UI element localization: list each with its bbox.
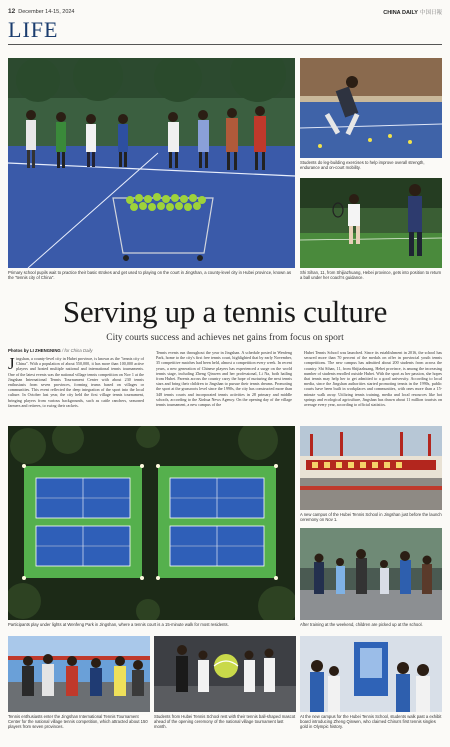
article-col-2: Tennis events run throughout the year in Jingshan. A schedule posted in Wenfeng Park, home to the city's first free tennis court, highlighted that by early November, 35 competitive matches had been held, almost a competition every week. In recent years, a new generation of Chinese players has experienced a surge on the world tennis stage, including Zheng Qinwen and her professional, Li Na, both hailing from Hubei. Parents across the country carry the hope of nurturing the next tennis stars and bring their children to Jingshan to pursue their tennis dreams. Promoting the sport at the grassroots level since the 1990s, the city has constructed more than 348 tennis courts and incorporated tennis activities in 28 primary and middle schools, according to the Xinhua News Agency. On the opening day of the village tennis tournament, a new campus of the [156, 350, 292, 408]
caption-top-right-2: Shi Sihan, 11, from Shijiazhuang, Hebei province, gets into position to return a ball under her coach's guidance. [300, 270, 442, 281]
photo-top-right-2 [300, 178, 442, 268]
photo-mid-main-art [8, 426, 295, 620]
caption-bottom-3: At the new campus for the Hubei Tennis School, students walk past a exhibit board introducing Zheng Qinwen, who claimed China's first tennis singles gold in Olympic history. [300, 714, 442, 730]
photo-bottom-1-art [8, 636, 150, 712]
caption-mid-right-2: After training at the weekend, children are picked up at the school. [300, 622, 423, 627]
article-col-1 [8, 356, 144, 418]
paper-name-cn: 中国日報 [419, 10, 442, 16]
headline: Serving up a tennis culture [62, 294, 388, 329]
photo-top-main-art [8, 58, 295, 268]
issue-date: December 14-15, 2024 [18, 9, 75, 15]
article-col-3: Hubei Tennis School was launched. Since its establishment in 2016, the school has secured more than 70 percent of the medals on offer in provincial youth tennis competitions. The new campus has admitted about 200 students from across the country. Shi Sihan, 11, from Shijiazhuang, Hebei province, is among the increasing number of students enrolled outside Hubei. With the sport as her passion, she hopes that tennis may help her to get admitted to a good university. According to local media, since the Jingshan authorities started promoting tennis in the 1990s, public courts have been built in workplaces and communities, with ones more than a 15-minute walk away. Utilizing tennis training, media and local resources like hot springs and ecological agriculture, Jingshan has drawn about 11 million tourists on average every year, according to official statistics. [304, 350, 442, 408]
caption-mid-right-1: A new campus of the Hubei Tennis School in Jingshan just before the launch ceremony on Nov 1. [300, 512, 442, 523]
section-title: LIFE [8, 17, 59, 42]
photo-bottom-3 [300, 636, 442, 712]
byline-name: LI ZHENGNING [29, 348, 61, 353]
photo-top-main [8, 58, 295, 268]
paper-name: CHINA DAILY [383, 10, 418, 16]
photo-bottom-3-art [300, 636, 442, 712]
caption-mid-main: Participants play under lights at Wenfeng Park in Jingshan, where a tennis court is a 15-minute walk for most residents. [8, 622, 229, 627]
caption-bottom-1: Tennis enthusiasts enter the Jingshan International Tennis Tournament Center for the national village tennis competition, which attracted about 150 players from seven provinces. [8, 714, 148, 730]
photo-mid-right-1 [300, 426, 442, 510]
page-header-right [383, 8, 442, 16]
photo-bottom-2-art [154, 636, 296, 712]
photo-bottom-1 [8, 636, 150, 712]
byline-org: / for China Daily [61, 348, 93, 353]
caption-bottom-2: Students from Hubei Tennis School rest with their tennis ball-shaped mascot ahead of the opening ceremony of the national village tournament last month. [154, 714, 296, 730]
page-header-left [8, 8, 75, 15]
page-number: 12 [8, 8, 16, 15]
article-col-1-text: ingshan, a county-level city in Hubei province, is known as the "tennis city of China". With a population of about 550,000, it has more than 100,000 active players and hosted multiple national and international tennis tournaments. One of the latest events was the national village tennis competition on Nov 1 at the Jingshan International Tennis Tournament Center with about 230 tennis enthusiasts from seven provinces, forming teams based on villages or communities. This event reflected the deep integration of the sport into the local culture. In October last year, the city held the first village tennis tournament, bringing players from various backgrounds, such as cattle ranchers, seasoned farmers and retirees, to swing their rackets. [8, 356, 144, 408]
photo-mid-right-2 [300, 528, 442, 620]
photo-mid-main [8, 426, 295, 620]
photo-top-right-1-art [300, 58, 442, 158]
photo-top-right-1 [300, 58, 442, 158]
caption-top-main: Primary school pupils wait to practice their basic strokes and get used to playing on the court in Jingshan, a county-level city in Hubei province, known as the "tennis city of China". [8, 270, 292, 281]
photo-top-right-2-art [300, 178, 442, 268]
byline-label: Photos by [8, 348, 29, 353]
subhead: City courts success and achieves net gains from focus on sport [106, 333, 344, 343]
photo-mid-right-1-art [300, 426, 442, 510]
byline [8, 348, 93, 353]
drop-cap: J [8, 356, 15, 373]
header-rule [8, 44, 442, 45]
caption-top-right-1: Students do leg-building exercises to help improve overall strength, endurance and on-court mobility. [300, 160, 425, 171]
photo-bottom-2 [154, 636, 296, 712]
photo-mid-right-2-art [300, 528, 442, 620]
